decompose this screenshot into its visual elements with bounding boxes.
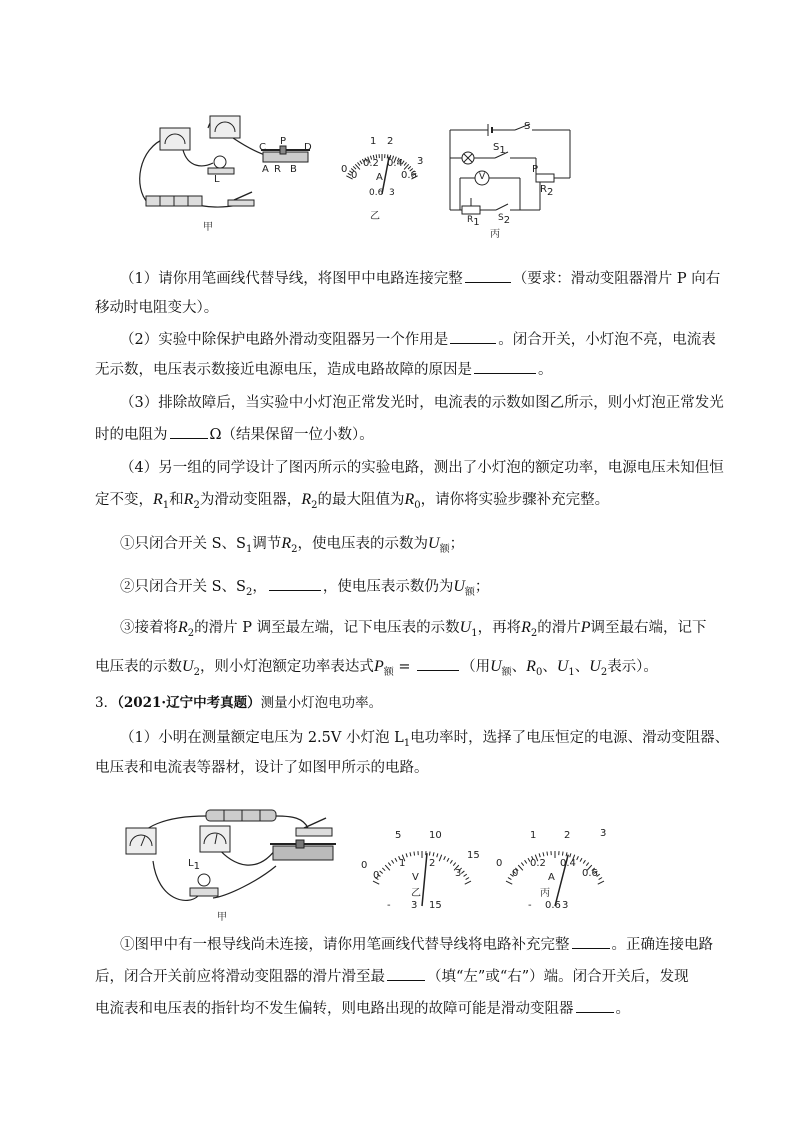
dial3-bottom-06: 0.6	[582, 868, 598, 879]
q2-s3h: （用	[461, 659, 491, 675]
q2-blank-1[interactable]	[465, 268, 511, 283]
dial1-end-0: 0	[341, 164, 348, 175]
sub-e: 额	[439, 543, 450, 555]
q3-part1-line1	[120, 728, 730, 754]
figure2-label-bing: 丙	[540, 888, 550, 899]
dial1-bottom-2: 0.2	[363, 158, 379, 169]
sym-U: U	[589, 658, 601, 675]
dial3-bottom-0: 0	[512, 868, 519, 879]
bing-label-V: V	[479, 172, 486, 182]
q2-p4b-3: 为滑动变阻器，	[199, 492, 302, 508]
q2-s1c: ，使电压表的示数为	[297, 536, 429, 552]
fig2-label-L1	[188, 858, 200, 872]
q3-p1b: 电功率时，选择了电压恒定的电源、滑动变阻器、	[410, 730, 730, 746]
sym-U: U	[182, 658, 194, 675]
sub-0: 0	[535, 666, 543, 678]
dial1-end-3: 3	[417, 156, 424, 167]
label-P: P	[280, 136, 287, 147]
dial3-term-minus: -	[528, 900, 532, 911]
q3-c1-line2	[95, 966, 705, 987]
dial2-term-15: 15	[429, 900, 442, 911]
dial1-term-06: 0.6	[369, 188, 384, 198]
dial2-term-minus: -	[387, 900, 391, 911]
label-B: B	[290, 164, 297, 175]
q2-s2d: ；	[474, 579, 490, 595]
q3-source: （2021·辽宁中考真题）	[117, 695, 261, 711]
sym-R: R	[526, 658, 536, 675]
q2-s3f: 电压表的示数	[95, 659, 182, 675]
q3-c1d: （填“左”或“右”）端。闭合开关后，发现	[427, 969, 689, 985]
fig2-L1-sub: 1	[193, 861, 200, 872]
label-R: R	[274, 164, 281, 175]
q2-p2c: 无示数，电压表示数接近电源电压，造成电路故障的原因是	[95, 362, 472, 378]
dial3-end-0: 0	[496, 858, 503, 869]
dial3-end-3: 3	[600, 828, 607, 839]
q2-s3c: ，再将	[477, 620, 522, 636]
dial1-bottom-4: 0.4	[387, 158, 403, 169]
q2-p1b: （要求：滑动变阻器滑片 P 向右	[512, 271, 721, 287]
sub-e: 额	[501, 666, 512, 678]
q2-part3-line1	[120, 393, 730, 413]
q2-s3k: 、	[574, 659, 590, 675]
figure1-ammeter-dial	[337, 134, 427, 204]
dial2-unit: V	[412, 872, 419, 883]
dial3-top-2: 2	[564, 830, 571, 841]
dial3-bottom-04: 0.4	[560, 858, 576, 869]
q2-blank-4[interactable]	[170, 424, 208, 439]
q2-s3l: 表示）。	[607, 659, 658, 675]
dial2-bottom-0: 0	[373, 870, 380, 881]
q2-p3a: （3）排除故障后，当实验中小灯泡正常发光时，电流表的示数如图乙所示，则小灯泡正常发光	[120, 395, 724, 411]
bing-R1-sub: 1	[473, 216, 480, 228]
q3-p1a: （1）小明在测量额定电压为 2.5V 小灯泡 L	[120, 730, 404, 746]
equals: =	[393, 659, 416, 675]
sub-2: 2	[187, 627, 195, 639]
q2-p4b-2: 和	[169, 492, 184, 508]
sub-2: 2	[530, 627, 538, 639]
sub-2: 2	[193, 666, 200, 678]
q2-part2-line2	[95, 359, 705, 380]
q3-c1e: 电流表和电压表的指针均不发生偏转，则电路出现的故障可能是滑动变阻器	[95, 1001, 574, 1017]
q2-p4a: （4）另一组的同学设计了图丙所示的实验电路，测出了小灯泡的额定功率，电源电压未知但恒	[120, 460, 724, 476]
dial2-bottom-2: 2	[429, 858, 436, 869]
q3-heading	[95, 693, 705, 713]
figure2-label-jia: 甲	[217, 912, 227, 923]
q2-p1c: 移动时电阻变大）。	[95, 300, 219, 316]
q3-blank-3[interactable]	[576, 998, 614, 1013]
dial1-top-1: 1	[370, 136, 377, 147]
q2-blank-2[interactable]	[450, 329, 496, 344]
q2-step3-line1	[120, 618, 730, 644]
bing-label-S: S	[524, 121, 531, 132]
sub-e: 额	[383, 666, 394, 678]
dial2-bottom-1: 1	[399, 858, 406, 869]
dial1-top-2: 2	[387, 136, 394, 147]
q2-p4b-4: 的最大阻值为	[317, 492, 405, 508]
q2-s1a: ①只闭合开关 S、S	[120, 536, 246, 552]
q2-s3b: 的滑片 P 调至最左端，记下电压表的示数	[194, 620, 460, 636]
dial1-bottom-6: 0.6	[401, 170, 417, 181]
dial3-unit: A	[548, 872, 555, 883]
bing-S1-sub: 1	[499, 145, 506, 156]
dial1-unit: A	[376, 172, 383, 183]
label-D: D	[304, 142, 312, 153]
sub-1: 1	[245, 543, 253, 555]
sym-U: U	[490, 658, 502, 675]
sym-P: P	[580, 619, 591, 636]
sym-R: R	[301, 491, 312, 508]
sub-1: 1	[568, 666, 575, 678]
bing-label-S1	[493, 142, 506, 156]
q3-c1b: 。正确连接电路	[611, 937, 713, 953]
q3-title: 测量小灯泡电功率。	[260, 695, 383, 711]
bing-R2-letter: R	[540, 184, 547, 195]
figure2-circuit-jia	[118, 806, 348, 914]
q2-s3a: ③接着将	[120, 620, 178, 636]
label-L: L	[214, 174, 220, 185]
q2-p4b-1: 定不变，	[95, 492, 153, 508]
dial3-term-3: 3	[562, 900, 569, 911]
figure2-label-yi: 乙	[411, 888, 421, 899]
dial1-bottom-0: 0	[351, 170, 358, 181]
q2-part2-line1	[120, 329, 730, 350]
figure1-label-bing: 丙	[490, 229, 500, 240]
dial1-term-3: 3	[389, 188, 395, 198]
dial2-end-0: 0	[361, 860, 368, 871]
sub-2: 2	[245, 586, 253, 598]
q3-number: 3．	[95, 695, 118, 711]
sym-R: R	[281, 535, 292, 552]
q3-L1-sub: 1	[403, 737, 411, 749]
q2-part4-line1	[120, 458, 730, 478]
figure2-ammeter-dial	[490, 828, 620, 913]
dial2-top-10: 10	[429, 830, 442, 841]
figure1-circuit-jia	[128, 108, 324, 218]
q2-blank-6[interactable]	[417, 656, 459, 671]
q3-c1-line3	[95, 998, 705, 1019]
label-A: A	[262, 164, 269, 175]
q2-s3e: 调至最右端，记下	[590, 620, 707, 636]
q2-blank-3[interactable]	[474, 359, 536, 374]
sym-R: R	[153, 491, 163, 508]
sub-0: 0	[414, 499, 421, 511]
q2-p2b: 。闭合开关，小灯泡不亮，电流表	[498, 332, 716, 348]
q2-part3-line2	[95, 424, 705, 445]
bing-label-R1	[467, 215, 480, 228]
q3-c1-line1	[120, 934, 730, 955]
q2-s2b: ，	[252, 579, 267, 595]
figure1-circuit-bing	[440, 121, 580, 228]
sub-2: 2	[291, 543, 298, 555]
q3-c1f: 。	[615, 1001, 630, 1017]
dial3-bottom-02: 0.2	[530, 858, 546, 869]
q2-step3-line2	[95, 656, 705, 683]
sub-2: 2	[193, 499, 200, 511]
dial2-end-15: 15	[467, 850, 480, 861]
q2-p3b: 时的电阻为	[95, 427, 168, 443]
q2-s3g: ，则小灯泡额定功率表达式	[199, 659, 374, 675]
dial3-term-06: 0.6	[545, 900, 561, 911]
fig2-L1-letter: L	[188, 858, 194, 869]
bing-S2-sub: 2	[503, 214, 511, 226]
q2-part4-line2	[95, 490, 705, 516]
q2-s3i: 、	[511, 659, 527, 675]
figure1-label-yi: 乙	[370, 211, 380, 222]
sym-R: R	[183, 491, 194, 508]
q2-p1a: （1）请你用笔画线代替导线，将图甲中电路连接完整	[120, 271, 463, 287]
sym-U: U	[453, 578, 465, 595]
dial2-term-3: 3	[411, 900, 418, 911]
q2-s1d: ；	[449, 536, 465, 552]
bing-R1-letter: R	[467, 215, 474, 225]
q2-p2a: （2）实验中除保护电路外滑动变阻器另一个作用是	[120, 332, 449, 348]
q3-c1a: ①图甲中有一根导线尚未连接，请你用笔画线代替导线将电路补充完整	[120, 937, 570, 953]
bing-S2-letter: S	[498, 213, 504, 223]
q2-p2d: 。	[538, 362, 553, 378]
q2-s2c: ，使电压表示数仍为	[322, 579, 454, 595]
q2-s2a: ②只闭合开关 S、S	[120, 579, 246, 595]
bing-label-S2	[498, 213, 510, 226]
q2-part1-line2	[95, 298, 705, 318]
bing-S1-letter: S	[493, 142, 500, 153]
q2-s3d: 的滑片	[537, 620, 581, 636]
q2-s1b: 调节	[252, 536, 282, 552]
sym-U: U	[459, 619, 472, 636]
q2-part1-line1	[120, 268, 730, 289]
sym-R: R	[404, 491, 415, 508]
dial2-top-5: 5	[395, 830, 402, 841]
label-C: C	[259, 142, 266, 153]
q3-blank-2[interactable]	[387, 966, 425, 981]
sub-1: 1	[471, 627, 478, 639]
sym-U: U	[428, 535, 440, 552]
figure2-voltmeter-dial	[357, 828, 487, 913]
dial2-bottom-3: 3	[455, 868, 462, 879]
bing-R2-sub: 2	[546, 187, 554, 198]
sym-P: P	[373, 658, 384, 675]
q3-c1c: 后，闭合开关前应将滑动变阻器的滑片滑至最	[95, 969, 385, 985]
sym-R: R	[521, 619, 531, 636]
q3-blank-1[interactable]	[572, 934, 610, 949]
q2-step2	[120, 576, 730, 603]
sym-R: R	[178, 619, 188, 636]
sub-e: 额	[464, 586, 475, 598]
q3-p1c: 电压表和电流表等器材，设计了如图甲所示的电路。	[95, 760, 429, 776]
sub-2: 2	[311, 499, 318, 511]
q3-part1-line2	[95, 758, 705, 778]
sym-U: U	[556, 658, 569, 675]
q2-s3j: 、	[542, 659, 557, 675]
bing-label-P: P	[532, 164, 539, 175]
q2-p4b-5: ，请你将实验步骤补充完整。	[420, 492, 610, 508]
q2-p3c: Ω（结果保留一位小数）。	[209, 427, 374, 443]
dial3-top-1: 1	[530, 830, 537, 841]
bing-label-R2	[540, 184, 553, 198]
figure1-label-jia: 甲	[203, 222, 213, 233]
q2-step1	[120, 534, 730, 560]
sub-1: 1	[162, 499, 170, 511]
q2-blank-5[interactable]	[269, 576, 321, 591]
sub-2: 2	[600, 666, 608, 678]
